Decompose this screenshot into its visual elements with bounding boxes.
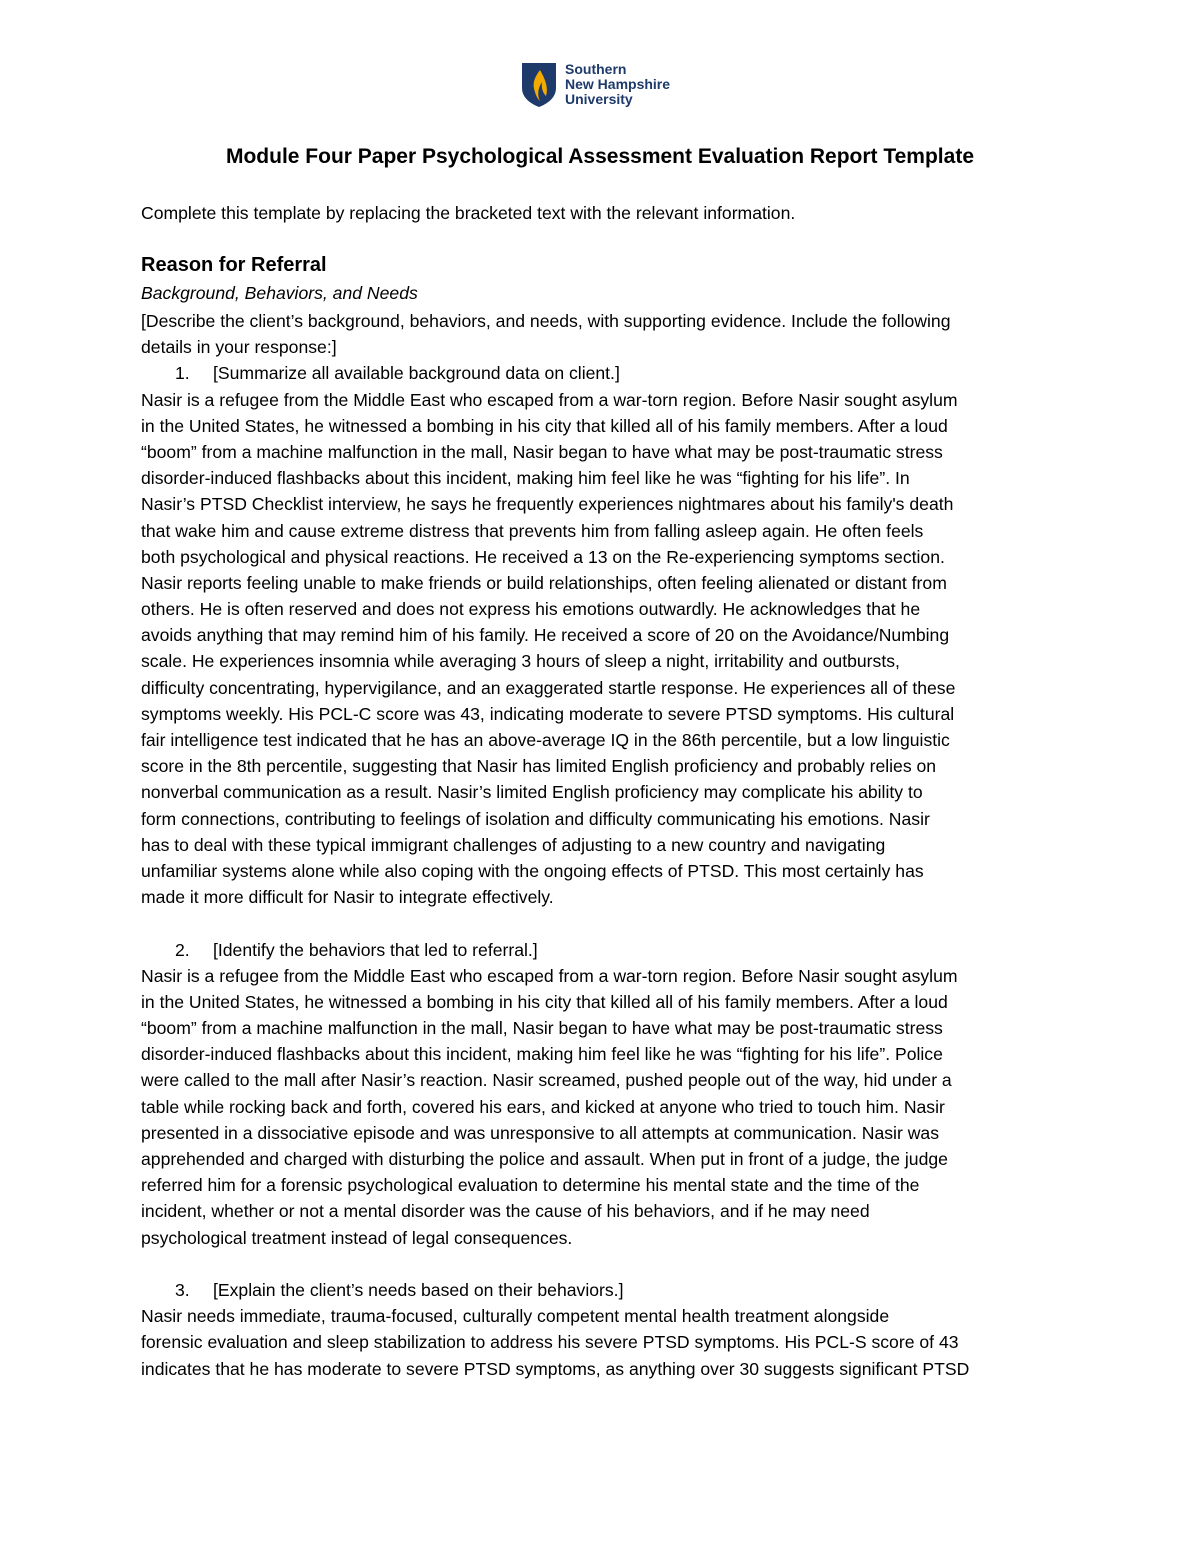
paragraph-line: that wake him and cause extreme distress that prevents him from falling asleep again. He often feels [141, 520, 924, 541]
instruction-line: details in your response:] [141, 337, 337, 358]
paragraph-line: incident, whether or not a mental disorder was the cause of his behaviors, and if he may need [141, 1201, 870, 1222]
shield-flame-icon [521, 62, 557, 108]
paragraph-line: difficulty concentrating, hypervigilance, and an exaggerated startle response. He experiences all of these [141, 677, 956, 698]
paragraph-line: symptoms weekly. His PCL-C score was 43, indicating moderate to severe PTSD symptoms. His cultural [141, 703, 955, 724]
list-prompt-text: [Identify the behaviors that led to referral.] [213, 939, 538, 960]
paragraph-line: in the United States, he witnessed a bombing in his city that killed all of his family members. After a loud [141, 991, 948, 1012]
paragraph-line: form connections, contributing to feelings of isolation and difficulty communicating his emotions. Nasir [141, 808, 930, 829]
paragraph-line: scale. He experiences insomnia while averaging 3 hours of sleep a night, irritability and outbursts, [141, 651, 900, 672]
paragraph-line: disorder-induced flashbacks about this incident, making him feel like he was “fighting for his life”. Police [141, 1044, 943, 1065]
list-item-prompt [141, 937, 1061, 963]
paragraph-line: referred him for a forensic psychological evaluation to determine his mental state and the time of the [141, 1175, 920, 1196]
logo-line-3: University [565, 91, 633, 107]
list-prompt-text: [Explain the client’s needs based on their behaviors.] [213, 1279, 624, 1300]
paragraph-line: were called to the mall after Nasir’s reaction. Nasir screamed, pushed people out of the way, hid under a [141, 1070, 952, 1091]
list-number: 1. [175, 363, 190, 384]
university-logo [521, 61, 691, 111]
paragraph-line: apprehended and charged with disturbing the police and assault. When put in front of a judge, the judge [141, 1149, 948, 1169]
section-subheading: Background, Behaviors, and Needs [141, 283, 418, 303]
answer-paragraph-1 [141, 387, 1061, 911]
paragraph-line: nonverbal communication as a result. Nasir’s limited English proficiency may complicate his ability to [141, 782, 923, 803]
logo-line-2: New Hampshire [565, 76, 671, 92]
paragraph-line: both psychological and physical reactions. He received a 13 on the Re-experiencing symptoms section. [141, 546, 945, 567]
paragraph-line: table while rocking back and forth, covered his ears, and kicked at anyone who tried to touch him. Nasir [141, 1096, 945, 1117]
paragraph-line: indicates that he has moderate to severe PTSD symptoms, as anything over 30 suggests significant PTSD [141, 1358, 970, 1379]
paragraph-line: Nasir reports feeling unable to make friends or build relationships, often feeling alienated or distant from [141, 572, 947, 593]
paragraph-line: forensic evaluation and sleep stabilization to address his severe PTSD symptoms. His PCL-S score of 43 [141, 1332, 959, 1353]
document-title: Module Four Paper Psychological Assessment Evaluation Report Template [225, 145, 974, 168]
section-body [141, 308, 1061, 1382]
paragraph-line: score in the 8th percentile, suggesting that Nasir has limited English proficiency and probably relies on [141, 756, 937, 777]
paragraph-line: “boom” from a machine malfunction in the mall, Nasir began to have what may be post-traumatic stress [141, 1018, 943, 1039]
paragraph-line: presented in a dissociative episode and was unresponsive to all attempts at communication. Nasir was [141, 1122, 939, 1143]
answer-paragraph-2 [141, 963, 1061, 1251]
paragraph-line: Nasir is a refugee from the Middle East who escaped from a war-torn region. Before Nasir sought asylum [141, 965, 958, 986]
paragraph-line: others. He is often reserved and does not express his emotions outwardly. He acknowledges that he [141, 599, 921, 620]
paragraph-line: unfamiliar systems alone while also coping with the ongoing effects of PTSD. This most certainly has [141, 860, 924, 881]
paragraph-line: psychological treatment instead of legal consequences. [141, 1227, 573, 1248]
paragraph-line: has to deal with these typical immigrant challenges of adjusting to a new country and navigating [141, 834, 886, 855]
paragraph-line: disorder-induced flashbacks about this incident, making him feel like he was “fighting for his life”. In [141, 468, 910, 489]
paragraph-spacer [141, 1251, 1061, 1277]
paragraph-line: avoids anything that may remind him of his family. He received a score of 20 on the Avoidance/Numbing [141, 625, 950, 646]
list-item-prompt [141, 1277, 1061, 1303]
list-number: 2. [175, 939, 190, 960]
paragraph-line: Nasir is a refugee from the Middle East who escaped from a war-torn region. Before Nasir sought asylum [141, 389, 958, 410]
logo-wordmark [565, 62, 670, 107]
section-heading: Reason for Referral [141, 254, 327, 276]
paragraph-line: made it more difficult for Nasir to integrate effectively. [141, 887, 554, 908]
answer-paragraph-3 [141, 1303, 1061, 1382]
paragraph-line: Nasir’s PTSD Checklist interview, he says he frequently experiences nightmares about his family's death [141, 494, 954, 515]
intro-instruction: Complete this template by replacing the bracketed text with the relevant information. [141, 203, 796, 223]
paragraph-spacer [141, 910, 1061, 936]
list-prompt-text: [Summarize all available background data on client.] [213, 363, 620, 384]
paragraph-line: Nasir needs immediate, trauma-focused, culturally competent mental health treatment alongside [141, 1306, 890, 1327]
logo-line-1: Southern [565, 61, 627, 77]
list-number: 3. [175, 1279, 190, 1300]
paragraph-line: “boom” from a machine malfunction in the mall, Nasir began to have what may be post-traumatic stress [141, 441, 943, 462]
paragraph-line: in the United States, he witnessed a bombing in his city that killed all of his family members. After a loud [141, 415, 948, 436]
paragraph-line: fair intelligence test indicated that he has an above-average IQ in the 86th percentile, but a low linguistic [141, 730, 950, 750]
list-item-prompt [141, 360, 1061, 386]
instruction-line: [Describe the client’s background, behaviors, and needs, with supporting evidence. Include the following [141, 311, 951, 331]
